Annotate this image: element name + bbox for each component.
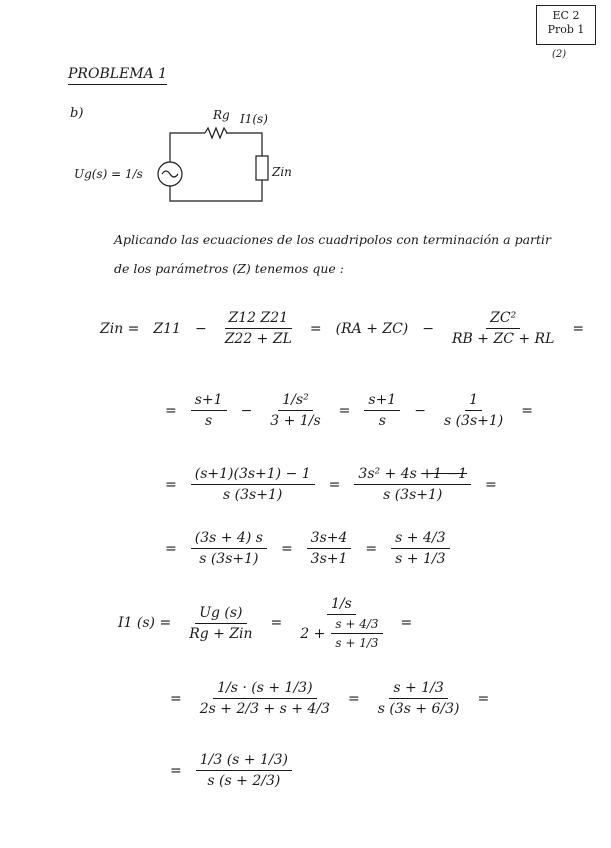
circuit-diagram xyxy=(80,98,310,213)
wire-bottom xyxy=(170,180,262,201)
problem-heading: PROBLEMA 1 xyxy=(68,66,167,85)
equation-result: = $\frac{1/3 (s + 1/3)}{s (s + 2/3)}$ xyxy=(170,752,292,789)
stamp-line1: EC 2 xyxy=(552,9,580,22)
resistor-rg xyxy=(205,128,227,138)
wire-top-right xyxy=(226,133,262,156)
load-zin xyxy=(256,156,268,180)
equation-step4: = $\frac{(3s + 4) s}{s (3s+1)}$ = $\frac{3s+4}{3s+1}$ = $\frac{s + 4/3}{s + 1/3}$ xyxy=(165,530,450,567)
equation-current: I1 (s) = $\frac{Ug (s)}{\text{Rg + Zin}}$ = 1/s 2 + $\frac{s + 4/3}{s + 1/3}$ = xyxy=(118,596,413,650)
equation-step6: = $\frac{1/s \cdot (s + 1/3)}{2s + 2/3 + s + 4/3}$ = $\frac{s + 1/3}{s (3s + 6/3)}$ = xyxy=(170,680,490,717)
label-current: I1(s) xyxy=(240,112,268,126)
wire-top-left xyxy=(170,133,205,138)
equation-zin: Zin = Z11 − $\frac{Z12 Z21}{Z22 + ZL}$ = (RA + ZC) − $\frac{\text{ZC²}}{RB + ZC + RL}$ = xyxy=(100,310,585,347)
text-line1: Aplicando las ecuaciones de los cuadripolos con terminación a partir xyxy=(114,232,552,247)
source-tilde xyxy=(162,171,178,177)
stamp-line2: Prob 1 xyxy=(547,23,585,36)
part-label: b) xyxy=(70,106,84,121)
page-stamp xyxy=(536,5,596,45)
text-line2: de los parámetros (Z) tenemos que : xyxy=(114,261,345,276)
label-source: Ug(s) = 1/s xyxy=(74,167,143,181)
stamp-below: (2) xyxy=(552,49,567,60)
equation-step3: = $\frac{(s+1)(3s+1) - 1}{s (3s+1)}$ = $\frac{\text{3s² + 4s +1 −1}}{s (3s+1)}$ = xyxy=(165,466,497,503)
equation-step2: = $\frac{s+1}{s}$ − $\frac{\text{1/s²}}{3 + 1/s}$ = $\frac{s+1}{s}$ − $\frac{1}{s (3s+1)}$ = xyxy=(165,392,533,429)
label-load: Zin xyxy=(272,165,292,179)
label-rg: Rg xyxy=(213,108,230,122)
